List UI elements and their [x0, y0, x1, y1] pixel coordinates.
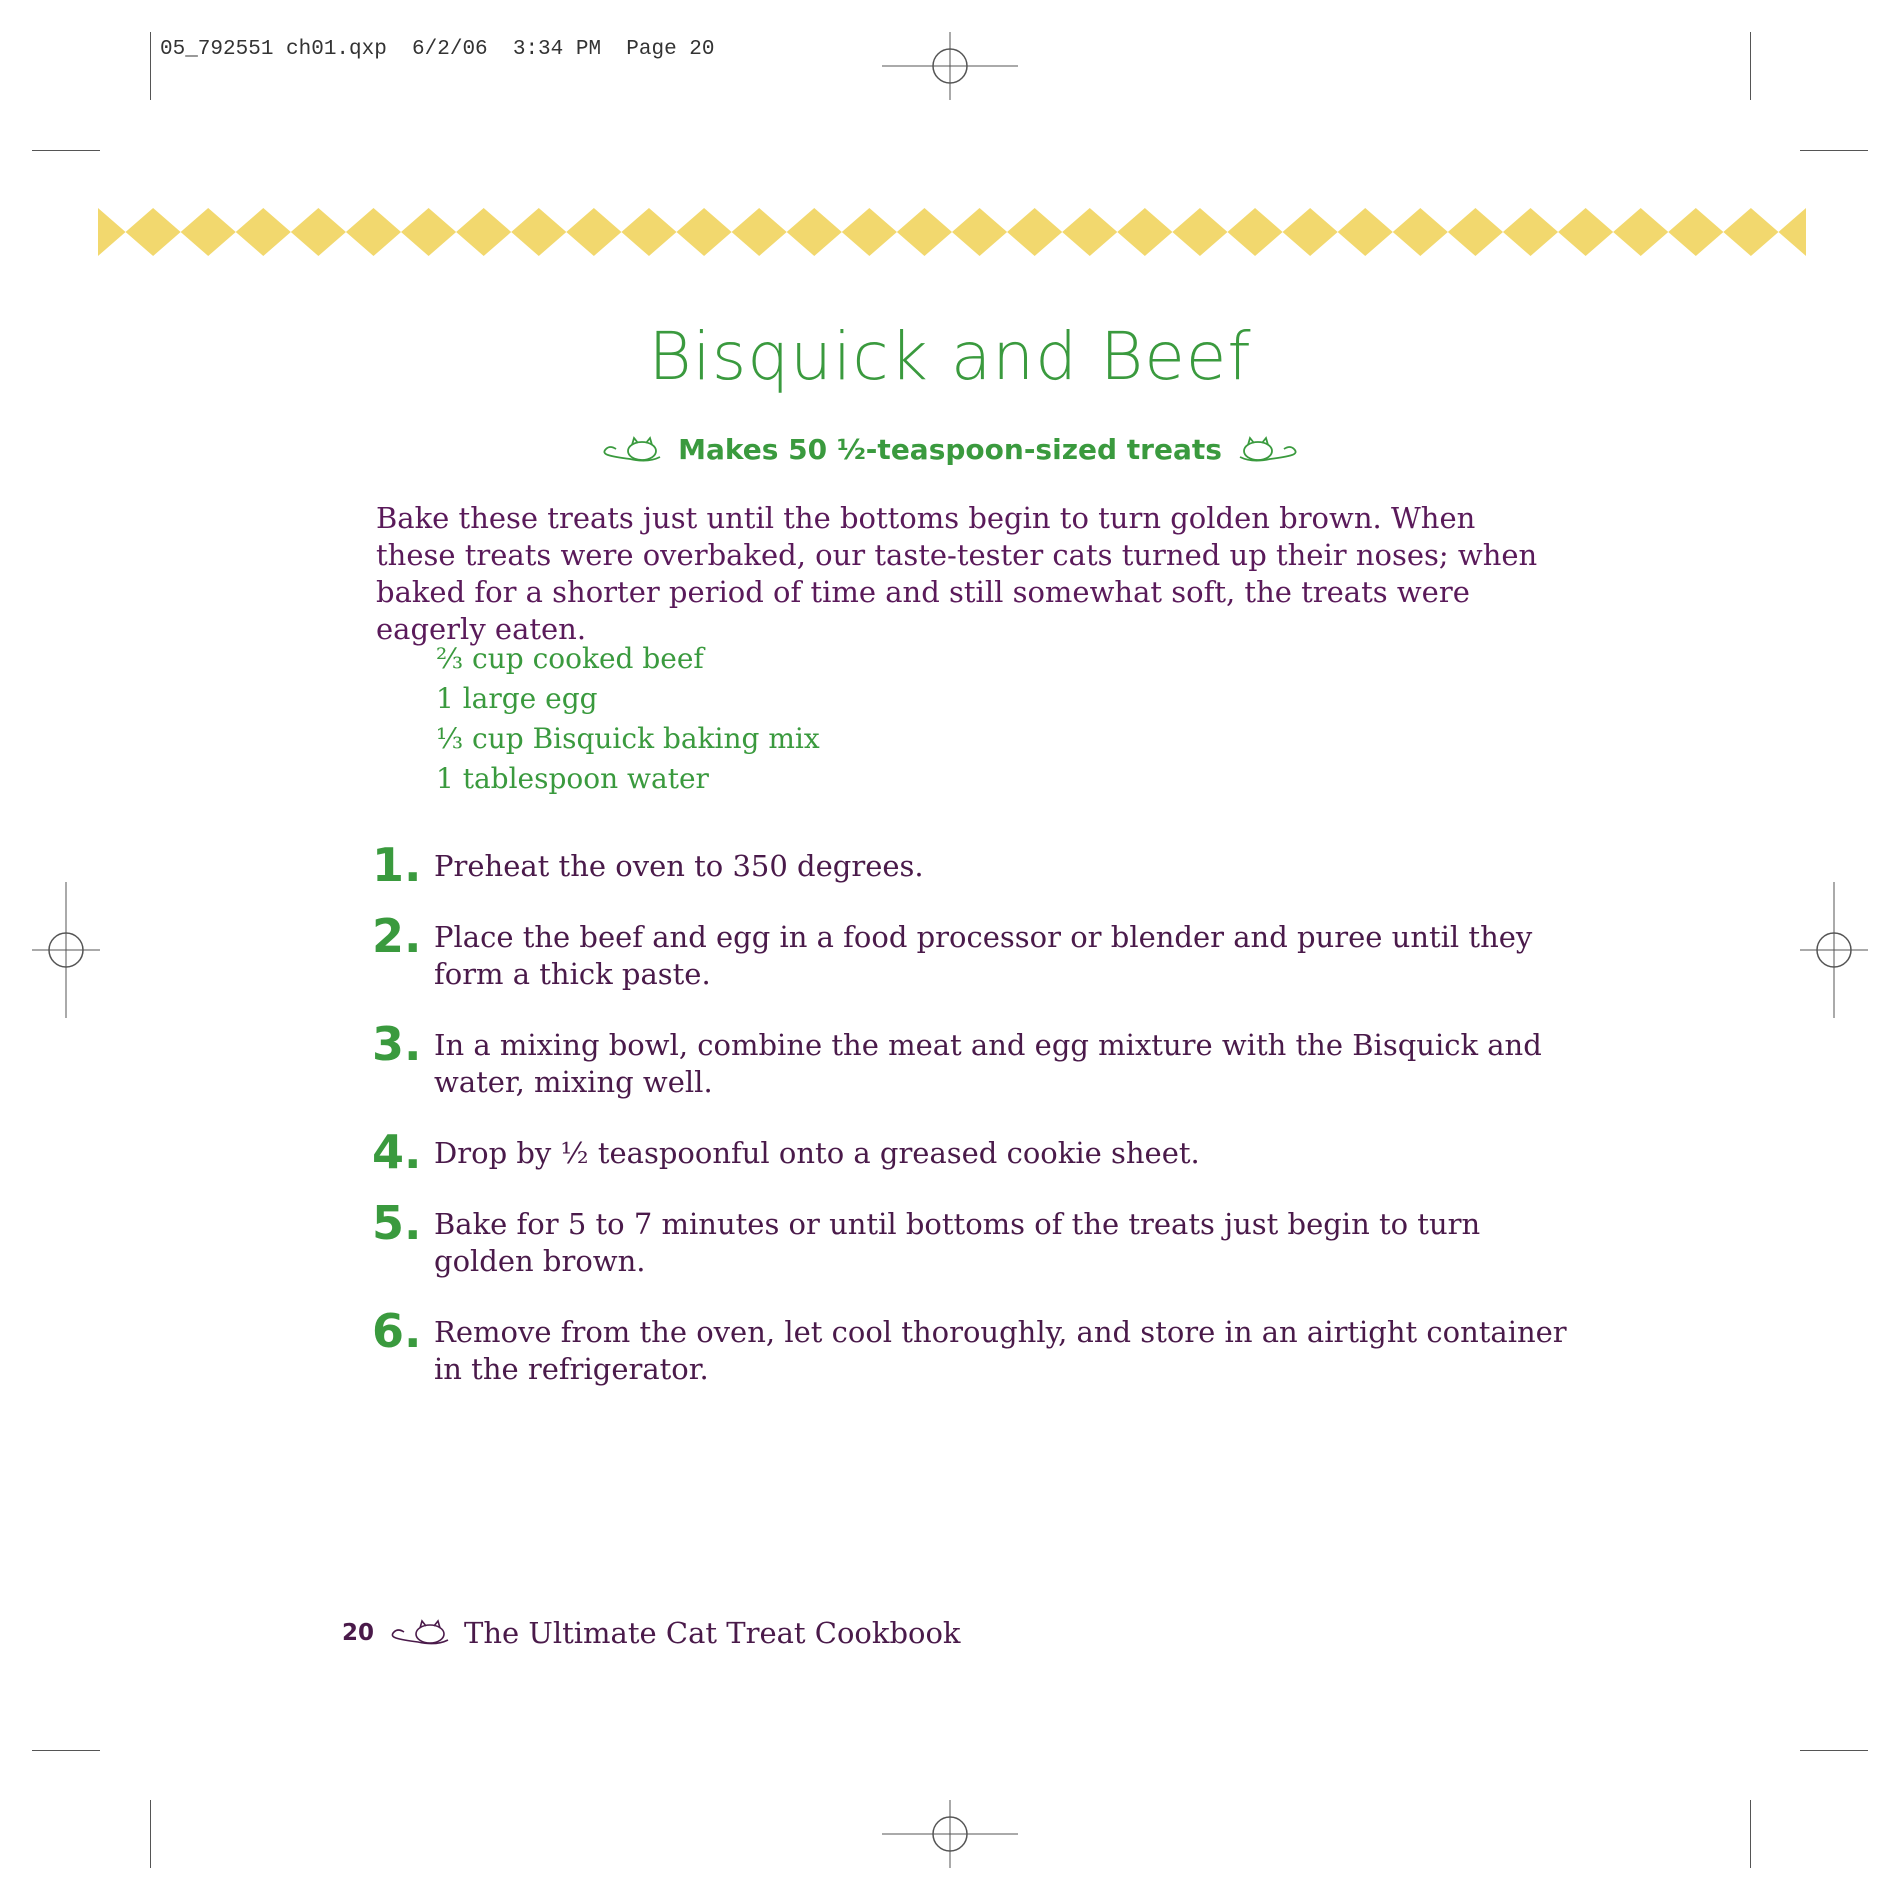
banner-diamond	[126, 208, 181, 256]
yield-text: Makes 50 ½-teaspoon-sized treats	[678, 433, 1222, 466]
step-item	[372, 909, 1572, 993]
step-text: Drop by ½ teaspoonful onto a greased cookie sheet.	[434, 1136, 1200, 1170]
banner-diamond	[952, 208, 1007, 256]
banner-diamond	[511, 208, 566, 256]
step-number: 5.	[372, 1196, 422, 1250]
banner-diamond	[1613, 208, 1668, 256]
cat-ornament-icon	[388, 1618, 450, 1648]
registration-mark-icon	[882, 1800, 1018, 1868]
registration-mark-icon	[882, 32, 1018, 100]
step-number: 4.	[372, 1125, 422, 1179]
banner-diamond	[677, 208, 732, 256]
instruction-steps	[372, 838, 1572, 1388]
ingredient-item: 1 large egg	[436, 682, 598, 715]
banner-diamond	[98, 208, 126, 256]
crop-mark	[1800, 1750, 1868, 1751]
registration-mark-icon	[1800, 882, 1868, 1018]
step-item	[372, 1125, 1572, 1179]
banner-diamond	[1448, 208, 1503, 256]
ingredient-item: ⅔ cup cooked beef	[436, 642, 704, 675]
cat-ornament-icon	[1238, 435, 1300, 465]
banner-diamond	[566, 208, 621, 256]
recipe-intro: Bake these treats just until the bottoms begin to turn golden brown. When these treats were overbaked, our taste-tester cats turned up their noses; when baked for a shorter period of time and still somewhat soft, the treats were eagerly eaten.	[376, 501, 1538, 646]
step-number: 6.	[372, 1304, 422, 1358]
banner-diamond	[897, 208, 952, 256]
banner-diamond	[1007, 208, 1062, 256]
banner-diamond	[291, 208, 346, 256]
banner-diamond	[842, 208, 897, 256]
banner-diamond	[1338, 208, 1393, 256]
diamond-banner	[98, 208, 1806, 256]
banner-diamond	[1117, 208, 1172, 256]
banner-diamond	[1723, 208, 1778, 256]
crop-mark	[32, 150, 100, 151]
registration-mark-icon	[32, 882, 100, 1018]
banner-diamond	[456, 208, 511, 256]
banner-diamond	[1172, 208, 1227, 256]
banner-diamond	[787, 208, 842, 256]
step-number: 1.	[372, 838, 422, 892]
banner-diamond	[1503, 208, 1558, 256]
ingredient-item: ⅓ cup Bisquick baking mix	[436, 722, 820, 755]
step-item	[372, 1017, 1572, 1101]
banner-diamond	[1778, 208, 1806, 256]
crop-mark	[1800, 150, 1868, 151]
banner-diamond	[181, 208, 236, 256]
banner-diamond	[1393, 208, 1448, 256]
step-text: Preheat the oven to 350 degrees.	[434, 849, 924, 883]
banner-diamond	[621, 208, 676, 256]
banner-diamond	[1668, 208, 1723, 256]
banner-diamond	[1227, 208, 1282, 256]
banner-diamond	[346, 208, 401, 256]
page-footer	[342, 1616, 961, 1650]
printer-slug: 05_792551 ch01.qxp 6/2/06 3:34 PM Page 20	[160, 38, 715, 61]
ingredient-item: 1 tablespoon water	[436, 762, 709, 795]
banner-diamond	[732, 208, 787, 256]
banner-diamond	[1558, 208, 1613, 256]
page-number: 20	[342, 1620, 375, 1646]
banner-diamond	[1062, 208, 1117, 256]
step-text: Remove from the oven, let cool thoroughly, and store in an airtight container in the refrigerator.	[434, 1315, 1567, 1386]
crop-mark	[150, 1800, 151, 1868]
recipe-title: Bisquick and Beef	[648, 318, 1252, 395]
step-number: 3.	[372, 1017, 422, 1071]
step-number: 2.	[372, 909, 422, 963]
step-item	[372, 838, 1572, 892]
crop-mark	[32, 1750, 100, 1751]
banner-diamond	[236, 208, 291, 256]
banner-diamond	[1283, 208, 1338, 256]
step-text: Bake for 5 to 7 minutes or until bottoms of the treats just begin to turn golden brown.	[434, 1207, 1481, 1278]
crop-mark	[1750, 32, 1751, 100]
recipe-yield-line	[0, 433, 1900, 466]
crop-mark	[150, 32, 151, 100]
step-item	[372, 1304, 1572, 1388]
banner-diamond	[401, 208, 456, 256]
ingredient-list	[436, 639, 820, 799]
cat-ornament-icon	[600, 435, 662, 465]
step-text: In a mixing bowl, combine the meat and egg mixture with the Bisquick and water, mixing well.	[434, 1028, 1542, 1099]
crop-mark	[1750, 1800, 1751, 1868]
book-title: The Ultimate Cat Treat Cookbook	[464, 1616, 961, 1650]
step-text: Place the beef and egg in a food processor or blender and puree until they form a thick paste.	[434, 920, 1533, 991]
step-item	[372, 1196, 1572, 1280]
